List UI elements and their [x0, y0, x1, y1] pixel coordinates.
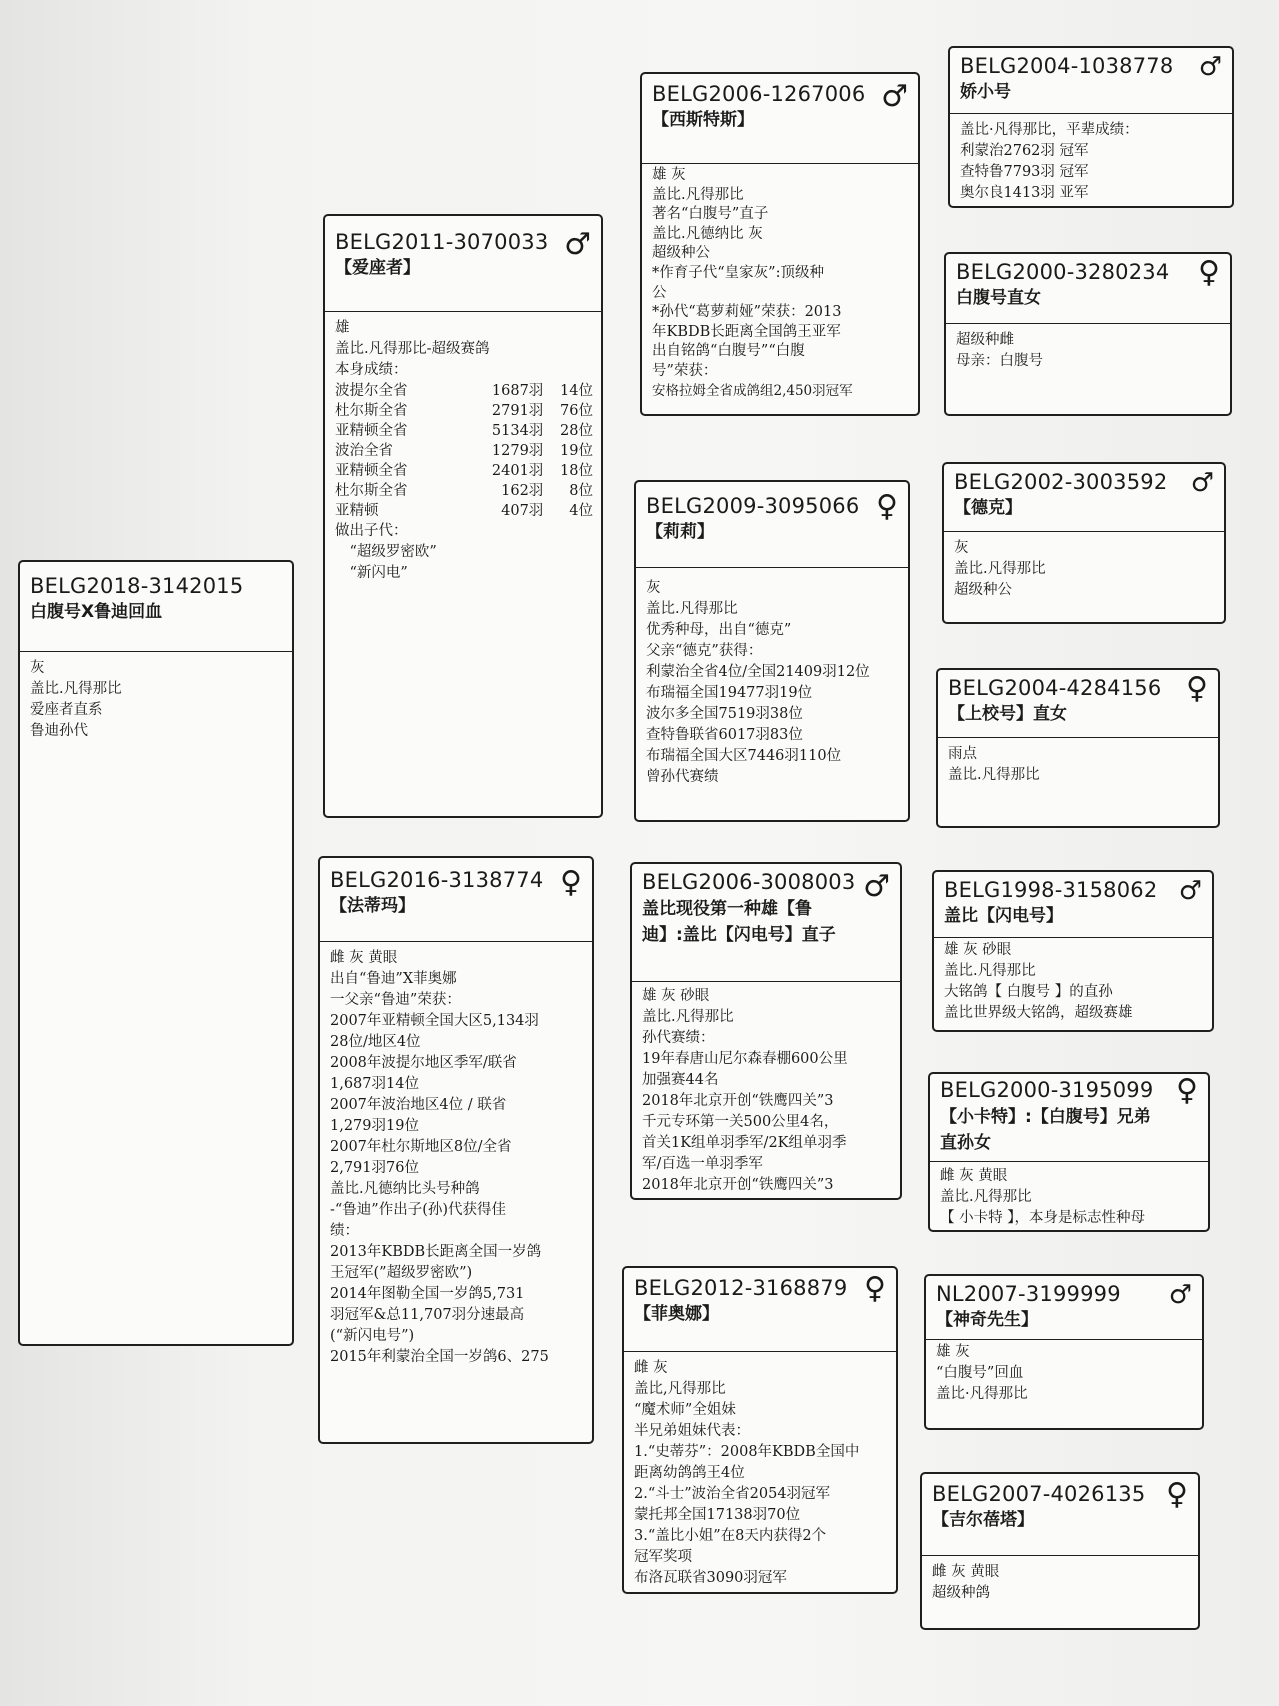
pigeon-name: 娇小号 — [960, 82, 1011, 102]
female-sex-icon: ♀ — [1166, 1477, 1188, 1512]
pedigree-card-ggp-5 — [932, 870, 1214, 1032]
card-line: 王冠军(”超级罗密欧”) — [330, 1265, 473, 1281]
card-line: 雄 灰 — [936, 1344, 970, 1360]
pedigree-card-dam — [318, 856, 594, 1444]
card-line: 盖比.凡德纳比 灰 — [652, 225, 763, 242]
card-line: *孙代“葛萝莉娅”荣获：2013 — [652, 304, 842, 321]
card-line: 利蒙治2762羽 冠军 — [960, 143, 1089, 159]
race-result-row — [335, 501, 593, 521]
race-result-row — [335, 461, 593, 481]
card-line: “新闪电” — [335, 565, 408, 581]
card-line: 波尔多全国7519羽38位 — [646, 706, 803, 722]
card-line: *作育子代“皇家灰”:顶级种 — [652, 264, 824, 281]
card-header — [325, 216, 601, 312]
card-line: 年KBDB长距离全国鸽王亚军 — [652, 323, 841, 340]
card-line: 出自“鲁迪”X菲奥娜 — [330, 971, 457, 987]
card-line: 布瑞福全国大区7446羽110位 — [646, 748, 842, 764]
card-line: 2007年波治地区4位 / 联省 — [330, 1097, 507, 1113]
card-line: 著名“白腹号”直子 — [652, 206, 769, 223]
female-sex-icon: ♀ — [560, 865, 582, 900]
card-line: 父亲“德克”获得： — [646, 643, 763, 659]
pigeon-name: 【爱座者】 — [335, 258, 420, 278]
male-sex-icon: ♂ — [1168, 1280, 1192, 1310]
card-header — [922, 1474, 1198, 1556]
card-line: 爱座者直系 — [30, 702, 103, 718]
pigeon-name: 【西斯特斯】 — [652, 110, 754, 130]
ring-number: BELG1998-3158062 — [944, 878, 1158, 902]
card-line: 半兄弟姐妹代表： — [634, 1423, 750, 1439]
male-sex-icon: ♂ — [881, 79, 908, 114]
card-line: 超级种公 — [954, 582, 1012, 598]
card-line: 超级种雌 — [956, 332, 1014, 348]
card-line: 2.“斗士”波治全省2054羽冠军 — [634, 1486, 831, 1502]
card-line: 安格拉姆全省成鸽组2,450羽冠军 — [652, 382, 853, 399]
card-header — [950, 48, 1232, 114]
race-name: 波提尔全省 — [335, 383, 408, 399]
female-sex-icon: ♀ — [1186, 671, 1208, 706]
card-line: 布洛瓦联省3090羽冠军 — [634, 1570, 787, 1586]
card-line: 做出子代： — [335, 523, 408, 539]
race-birds: 1279羽 — [491, 443, 544, 459]
card-line: -“鲁迪”作出子(孙)代获得佳 — [330, 1202, 507, 1218]
card-line: 盖比世界级大铭鸽，超级赛雄 — [944, 1005, 1133, 1021]
card-line: 2008年波提尔地区季军/联省 — [330, 1055, 517, 1071]
pigeon-name: 白腹号直女 — [956, 288, 1041, 308]
card-line: 曾孙代赛绩 — [646, 769, 719, 785]
card-line: 奥尔良1413羽 亚军 — [960, 185, 1089, 201]
card-header — [946, 254, 1230, 324]
race-result-row — [335, 421, 593, 441]
card-body — [624, 1352, 896, 1593]
pedigree-card-ggp-7 — [924, 1274, 1204, 1430]
male-sex-icon: ♂ — [1178, 876, 1202, 906]
ring-number: BELG2009-3095066 — [646, 494, 860, 518]
ring-number: BELG2006-1267006 — [652, 82, 866, 106]
card-line: 超级种公 — [652, 245, 710, 262]
pedigree-card-ggp-1 — [948, 46, 1234, 208]
card-line: 查特鲁联省6017羽83位 — [646, 727, 803, 743]
race-name: 波治全省 — [335, 443, 393, 459]
card-line: 盖比.凡得那比 — [954, 561, 1046, 577]
card-body — [632, 982, 900, 1200]
pedigree-card-ggp-4 — [936, 668, 1220, 828]
card-line: 2018年北京开创“铁鹰四关”3 — [642, 1177, 834, 1193]
card-line: 冠军奖项 — [634, 1549, 692, 1565]
pigeon-name: 【神奇先生】 — [936, 1310, 1038, 1330]
card-body — [934, 938, 1212, 1028]
card-body — [950, 114, 1232, 208]
card-line: “白腹号”回血 — [936, 1365, 1024, 1381]
male-sex-icon: ♂ — [1190, 468, 1214, 498]
ring-number: BELG2004-4284156 — [948, 676, 1162, 700]
pigeon-name: 【小卡特】:【白腹号】兄弟直孙女 — [940, 1107, 1151, 1153]
card-line: 出自铭鸽“白腹号”“白腹 — [652, 343, 805, 360]
race-place: 14位 — [560, 383, 593, 399]
card-line: 灰 — [646, 580, 661, 596]
card-header — [636, 482, 908, 568]
card-line: 灰 — [954, 540, 969, 556]
card-body — [922, 1556, 1198, 1608]
card-line: 2014年图勒全国一岁鸽5,731 — [330, 1286, 525, 1302]
card-line: 2007年杜尔斯地区8位/全省 — [330, 1139, 512, 1155]
pigeon-name: 【上校号】直女 — [948, 704, 1067, 724]
race-birds: 5134羽 — [491, 423, 544, 439]
race-place: 18位 — [560, 463, 593, 479]
card-line: 28位/地区4位 — [330, 1034, 421, 1050]
card-line: 19年春唐山尼尔森春棚600公里 — [642, 1051, 848, 1067]
card-body — [930, 1162, 1208, 1232]
card-line: 雄 灰 砂眼 — [944, 942, 1012, 958]
ring-number: NL2007-3199999 — [936, 1282, 1121, 1306]
pigeon-name: 盖比【闪电号】 — [944, 906, 1063, 926]
race-name: 亚精顿全省 — [335, 423, 408, 439]
ring-number: BELG2004-1038778 — [960, 54, 1174, 78]
race-result-row — [335, 481, 593, 501]
card-header — [20, 562, 292, 652]
card-line: 雄 灰 砂眼 — [642, 988, 710, 1004]
card-line: 盖比.凡得那比 — [948, 767, 1040, 783]
race-place: 76位 — [560, 403, 593, 419]
race-birds: 1687羽 — [491, 383, 544, 399]
card-line: 公 — [652, 284, 667, 301]
ring-number: BELG2006-3008003 — [642, 870, 856, 894]
card-line: “魔术师”全姐妹 — [634, 1402, 736, 1418]
ring-number: BELG2011-3070033 — [335, 230, 549, 254]
card-header — [926, 1276, 1202, 1340]
female-sex-icon: ♀ — [1176, 1073, 1198, 1108]
card-line: 首关1K组单羽季军/2K组单羽季 — [642, 1135, 847, 1151]
card-line: 本身成绩： — [335, 362, 408, 378]
card-line: 利蒙治全省4位/全国21409羽12位 — [646, 664, 870, 680]
card-line: 孙代赛绩： — [642, 1030, 715, 1046]
card-line: 2018年北京开创“铁鹰四关”3 — [642, 1093, 834, 1109]
card-body — [926, 1340, 1202, 1409]
card-line: 1,687羽14位 — [330, 1076, 419, 1092]
male-sex-icon: ♂ — [1198, 52, 1222, 82]
race-place: 28位 — [560, 423, 593, 439]
race-birds: 2401羽 — [491, 463, 544, 479]
card-body — [946, 324, 1230, 376]
card-line: 加强赛44名 — [642, 1072, 719, 1088]
card-header — [934, 872, 1212, 938]
female-sex-icon: ♀ — [876, 489, 898, 524]
card-line: 大铭鸽【 白腹号 】的直孙 — [944, 984, 1113, 1000]
pedigree-card-ggp-2 — [944, 252, 1232, 416]
ring-number: BELG2000-3195099 — [940, 1078, 1154, 1102]
race-place: 8位 — [569, 483, 593, 499]
race-name: 亚精顿全省 — [335, 463, 408, 479]
race-name: 杜尔斯全省 — [335, 483, 408, 499]
card-line: 盖比.凡得那比 — [652, 186, 744, 203]
race-result-row — [335, 401, 593, 421]
pedigree-card-sire-dam — [634, 480, 910, 822]
card-line: 盖比·凡得那比，平辈成绩： — [960, 122, 1139, 138]
race-result-row — [335, 381, 593, 401]
card-line: 2007年亚精顿全国大区5,134羽 — [330, 1013, 539, 1029]
card-header — [632, 864, 900, 982]
card-line: 雌 灰 — [634, 1360, 668, 1376]
card-line: 盖比.凡得那比 — [30, 681, 122, 697]
female-sex-icon: ♀ — [864, 1271, 886, 1306]
card-header — [320, 858, 592, 942]
pigeon-name: 白腹号X鲁迪回血 — [30, 602, 163, 622]
card-body — [325, 312, 601, 588]
card-line: 优秀种母，出自“德克” — [646, 622, 792, 638]
card-line: 雄 — [335, 320, 350, 336]
ring-number: BELG2002-3003592 — [954, 470, 1168, 494]
card-header — [944, 464, 1224, 532]
race-birds: 2791羽 — [491, 403, 544, 419]
pedigree-card-subject — [18, 560, 294, 1346]
card-header — [930, 1074, 1208, 1162]
pigeon-name: 盖比现役第一种雄【鲁迪】:盖比【闪电号】直子 — [642, 899, 836, 945]
card-line: 雌 灰 黄眼 — [940, 1168, 1008, 1184]
pigeon-name: 【法蒂玛】 — [330, 896, 415, 916]
pigeon-name: 【吉尔蓓塔】 — [932, 1510, 1034, 1530]
card-body — [642, 164, 918, 405]
card-line: 2013年KBDB长距离全国一岁鸽 — [330, 1244, 542, 1260]
card-header — [938, 670, 1218, 738]
male-sex-icon: ♂ — [863, 869, 890, 904]
card-line: 盖比.凡得那比 — [940, 1189, 1032, 1205]
card-line: 鲁迪孙代 — [30, 723, 88, 739]
card-line: 距离幼鸽鸽王4位 — [634, 1465, 745, 1481]
card-line: 1,279羽19位 — [330, 1118, 419, 1134]
card-line: 一父亲“鲁迪”荣获： — [330, 992, 461, 1008]
card-line: 盖比.凡得那比 — [642, 1009, 734, 1025]
card-line: 2015年利蒙治全国一岁鸽6、275 — [330, 1349, 549, 1365]
card-line: 雌 灰 黄眼 — [330, 950, 398, 966]
card-line: 军/百选一单羽季军 — [642, 1156, 763, 1172]
card-header — [642, 74, 918, 164]
card-line: 雌 灰 黄眼 — [932, 1564, 1000, 1580]
card-body — [938, 738, 1218, 790]
card-body — [320, 942, 592, 1372]
pedigree-card-sire-sire — [640, 72, 920, 416]
card-line: 盖比.凡德纳比头号种鸽 — [330, 1181, 480, 1197]
card-line: 布瑞福全国19477羽19位 — [646, 685, 813, 701]
card-line: 母亲：白腹号 — [956, 353, 1043, 369]
card-header — [624, 1268, 896, 1352]
card-line: 灰 — [30, 660, 45, 676]
pigeon-name: 【德克】 — [954, 498, 1022, 518]
race-birds: 407羽 — [501, 503, 544, 519]
pedigree-card-sire — [323, 214, 603, 818]
pedigree-card-ggp-8 — [920, 1472, 1200, 1630]
card-line: 盖比,凡得那比 — [634, 1381, 726, 1397]
card-line: (“新闪电号”) — [330, 1328, 415, 1344]
card-line: 蒙托邦全国17138羽70位 — [634, 1507, 801, 1523]
card-line: 3.“盖比小姐”在8天内获得2个 — [634, 1528, 827, 1544]
card-line: 羽冠军&总11,707羽分速最高 — [330, 1307, 525, 1323]
pedigree-card-dam-dam — [622, 1266, 898, 1594]
pedigree-card-ggp-3 — [942, 462, 1226, 624]
card-body — [636, 568, 908, 792]
card-line: “超级罗密欧” — [335, 544, 437, 560]
card-line: 千元专环第一关500公里4名， — [642, 1114, 839, 1130]
card-line: 绩： — [330, 1223, 359, 1239]
card-body — [944, 532, 1224, 605]
card-line: 【 小卡特 】，本身是标志性种母 — [940, 1210, 1145, 1226]
card-line: 雄 灰 — [652, 167, 686, 183]
card-line: 雨点 — [948, 746, 977, 762]
male-sex-icon: ♂ — [564, 227, 591, 262]
ring-number: BELG2000-3280234 — [956, 260, 1170, 284]
pedigree-card-dam-sire — [630, 862, 902, 1200]
ring-number: BELG2007-4026135 — [932, 1482, 1146, 1506]
card-line: 盖比·凡得那比 — [936, 1386, 1028, 1402]
card-body — [20, 652, 292, 746]
race-place: 4位 — [569, 503, 593, 519]
pigeon-name: 【菲奥娜】 — [634, 1304, 719, 1324]
race-result-row — [335, 441, 593, 461]
race-birds: 162羽 — [501, 483, 544, 499]
card-line: 超级种鸽 — [932, 1585, 990, 1601]
race-name: 亚精顿 — [335, 503, 379, 519]
pigeon-name: 【莉莉】 — [646, 522, 714, 542]
pedigree-card-ggp-6 — [928, 1072, 1210, 1232]
card-line: 盖比.凡得那比-超级赛鸽 — [335, 341, 490, 357]
ring-number: BELG2016-3138774 — [330, 868, 544, 892]
female-sex-icon: ♀ — [1198, 255, 1220, 290]
card-line: 号”荣获： — [652, 362, 718, 379]
race-name: 杜尔斯全省 — [335, 403, 408, 419]
card-line: 查特鲁7793羽 冠军 — [960, 164, 1089, 180]
card-line: 盖比.凡得那比 — [944, 963, 1036, 979]
card-line: 2,791羽76位 — [330, 1160, 419, 1176]
card-line: 盖比.凡得那比 — [646, 601, 738, 617]
ring-number: BELG2012-3168879 — [634, 1276, 848, 1300]
card-line: 1.“史蒂芬”：2008年KBDB全国中 — [634, 1444, 860, 1460]
ring-number: BELG2018-3142015 — [30, 574, 244, 598]
race-place: 19位 — [560, 443, 593, 459]
